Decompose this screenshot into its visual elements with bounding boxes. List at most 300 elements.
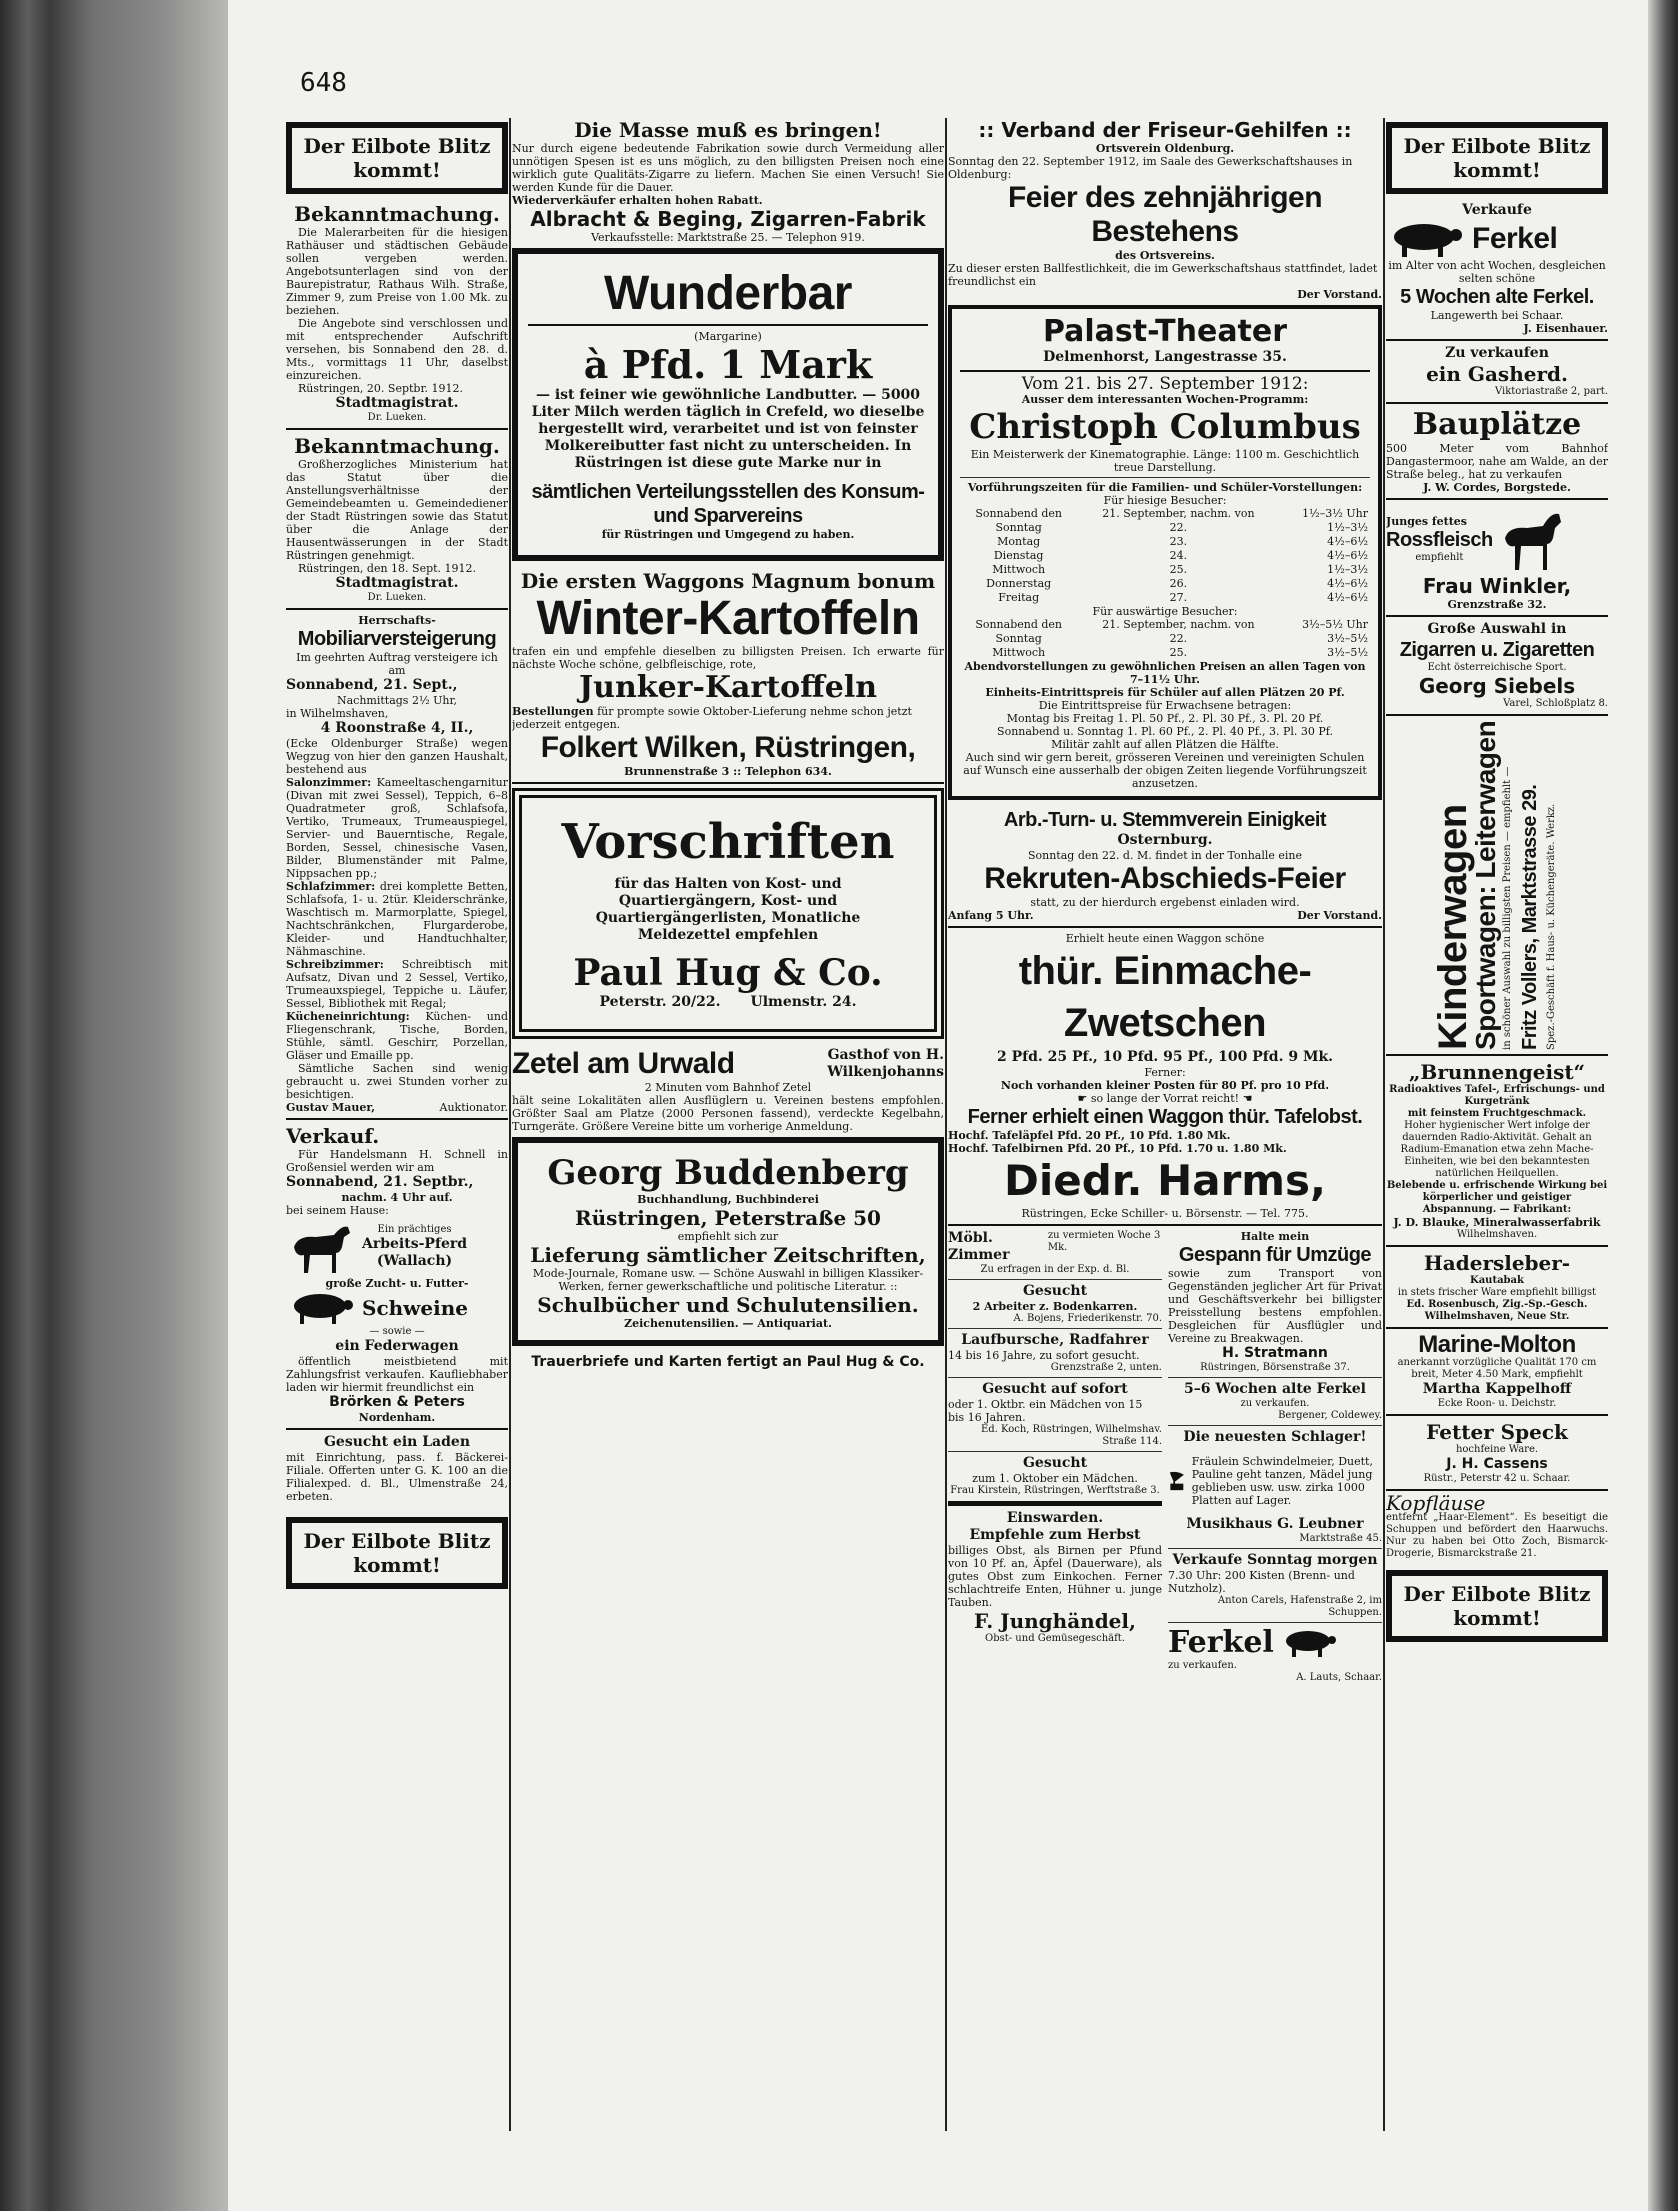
masse-title: Die Masse muß es bringen! — [574, 118, 882, 142]
program-row — [960, 549, 1370, 563]
ges3-title: Gesucht — [1022, 1455, 1088, 1471]
zig-title: Zigarren u. Zigaretten — [1399, 639, 1595, 661]
ges1-body: 2 Arbeiter z. Bodenkarren. — [972, 1300, 1138, 1313]
ges2-body: oder 1. Oktbr. ein Mädchen von 15 bis 16 Jahren. — [948, 1398, 1143, 1424]
ross-addr: Grenzstraße 32. — [1447, 598, 1547, 611]
halte-addr: Rüstringen, Börsenstraße 37. — [1200, 1362, 1350, 1373]
mobl-header — [948, 1230, 1162, 1264]
mobl-right: zu vermieten Woche 3 Mk. — [1047, 1230, 1161, 1253]
verk-title: Verkauf. — [286, 1124, 380, 1148]
mob-item — [286, 1010, 508, 1062]
program-cell: 3½–5½ — [1327, 646, 1368, 659]
haar-script: Kopfläuse — [1386, 1491, 1486, 1515]
program-cell: 4½–6½ — [1327, 591, 1368, 604]
bau-title: Bauplätze — [1412, 407, 1582, 442]
mob-item-head: Schlafzimmer: — [286, 880, 376, 893]
mob-addr: 4 Roonstraße 4, II., — [320, 720, 474, 736]
verk-time: nachm. 4 Uhr auf. — [341, 1191, 453, 1204]
ges1-sig: A. Bojens, Friederikenstr. 70. — [1013, 1313, 1162, 1324]
horse-icon — [1499, 504, 1569, 574]
gramophone-icon — [1168, 1446, 1186, 1516]
ferk-sig: J. Eisenhauer. — [1523, 322, 1608, 335]
bud-lief: Lieferung sämtlicher Zeitschriften, — [530, 1243, 926, 1267]
haar-body: entfernt „Haar-Element“. Es beseitigt die Schuppen und befördert den Haarwuchs. Nur zu haben bei Otto Zoch, Bismarck-Drogerie, Bismarckstraße 21. — [1386, 1512, 1608, 1559]
divider — [1386, 714, 1608, 716]
bud-title: Georg Buddenberg — [547, 1153, 909, 1193]
pointing-hand-icon: ☚ — [1239, 1092, 1253, 1105]
kart-addr: Brunnenstraße 3 :: Telephon 634. — [624, 765, 832, 778]
bud-sub: Buchhandlung, Buchbinderei — [637, 1193, 819, 1206]
divider — [948, 926, 1382, 928]
ferk-pre: Verkaufe — [1462, 202, 1532, 218]
divider — [1168, 1548, 1382, 1549]
program-cell: Sonnabend den — [975, 618, 1063, 631]
program-table-visitors — [960, 618, 1370, 660]
pal-erw: Die Eintrittspreise für Erwachsene betragen: — [1038, 699, 1292, 712]
mob-item — [286, 958, 508, 1010]
ges3-sig: Frau Kirstein, Rüstringen, Werftstraße 3. — [950, 1485, 1160, 1496]
wund-foot: für Rüstringen und Umgegend zu haben. — [601, 528, 855, 541]
eilbote-ad-top — [286, 122, 508, 194]
pal-foot: Auch sind wir gern bereit, grösseren Vereinen und vereinigten Schulen auf Wunsch eine ausserhalb der obigen Zeiten liegende Vorführungszeit anzusetzen. — [963, 751, 1367, 790]
pal-dates: Vom 21. bis 27. September 1912: — [1021, 374, 1309, 394]
zw-vorrat-text: so lange der Vorrat reicht! — [1090, 1092, 1240, 1105]
pointing-hand-icon: ☛ — [1077, 1092, 1091, 1105]
divider — [286, 608, 508, 610]
mar-addr: Ecke Roon- u. Deichstr. — [1437, 1398, 1557, 1409]
pig-icon — [1386, 219, 1466, 259]
program-row — [960, 577, 1370, 591]
zetel-sub: 2 Minuten vom Bahnhof Zetel — [644, 1081, 812, 1094]
ferk2-sub: zu verkaufen. — [1240, 1398, 1310, 1409]
bek1-title: Bekanntmachung. — [294, 202, 500, 226]
spk-sub: hochfeine Ware. — [1455, 1444, 1539, 1455]
zetel-body: hält seine Lokalitäten allen Ausflüglern u. Vereinen bestens empfohlen. Größter Saal am Platze (2000 Personen fassend), verdeckte Kegelbahn, Turngeräte. Größere Vereine bitte um vorherige Anmeldung. — [512, 1094, 944, 1133]
vor-addr-right: Ulmenstr. 24. — [750, 994, 857, 1010]
program-cell: 21. September, nachm. von — [1102, 507, 1255, 520]
sonnt-body: 7.30 Uhr: 200 Kisten (Brenn- und Nutzholz). — [1168, 1569, 1355, 1595]
sonnt-title: Verkaufe Sonntag morgen — [1172, 1552, 1378, 1568]
program-cell: Donnerstag — [986, 577, 1052, 590]
mob-signature — [286, 1101, 508, 1114]
ross-emp: empfiehlt — [1415, 551, 1464, 563]
ross-text — [1386, 515, 1493, 564]
ferkel-small-ad — [1168, 1626, 1382, 1660]
ges2-title: Gesucht auf sofort — [982, 1381, 1128, 1397]
zw-t2: Hochf. Tafelbirnen Pfd. 20 Pf., 10 Pfd. 1.70 u. 1.80 Mk. — [948, 1142, 1287, 1155]
verk-sig: Brörken & Peters — [329, 1394, 465, 1410]
horse-text — [362, 1224, 467, 1270]
had-title: Hadersleber- — [1423, 1251, 1571, 1275]
fris-feier2: des Ortsvereins. — [1115, 249, 1215, 262]
divider — [286, 428, 508, 430]
auctioneer-name: Gustav Mauer, — [286, 1101, 376, 1114]
vor-firm: Paul Hug & Co. — [573, 952, 883, 994]
column-2 — [512, 118, 944, 2131]
turn-start: Anfang 5 Uhr. — [948, 909, 1034, 922]
herbst-body: billiges Obst, als Birnen per Pfund von 10 Pf. an, Äpfel (Dauerware), als gutes Obst zum Einkochen. Ferner schlachtreife Enten, Hühner u. junge Tauben. — [948, 1544, 1162, 1609]
mobl-sub: Zu erfragen in der Exp. d. Bl. — [980, 1264, 1130, 1275]
program-cell: 22. — [1169, 521, 1188, 534]
fris-feier: Feier des zehnjährigen Bestehens — [1007, 181, 1323, 248]
bau-sig: J. W. Cordes, Borgstede. — [1423, 481, 1571, 494]
pig-pre: große Zucht- u. Futter- — [325, 1277, 469, 1290]
kart-best-text: für prompte sowie Oktober-Lieferung nehme schon jetzt jederzeit entgegen. — [512, 705, 912, 731]
spk-firm: J. H. Cassens — [1446, 1456, 1548, 1472]
turn-city: Osternburg. — [1117, 832, 1213, 848]
program-row — [960, 618, 1370, 632]
mob-item-text: Küchen- und Fliegenschrank, Tische, Borden, Stühle, sämtl. Geschirr, Porzellan, Gläser und Emaille pp. — [286, 1010, 508, 1062]
kw-spec: Spez.-Geschäft f. Haus- u. Küchengeräte. Werkz. — [1546, 803, 1557, 1050]
ferk-place: Langewerth bei Schaar. — [1430, 309, 1564, 322]
program-cell: Freitag — [998, 591, 1040, 604]
divider — [1386, 339, 1608, 341]
halte-title: Halte mein — [1240, 1230, 1310, 1243]
wund-price: à Pfd. 1 Mark — [583, 342, 873, 387]
masse-firm: Albracht & Beging, Zigarren-Fabrik — [530, 207, 926, 231]
zig-pre: Große Auswahl in — [1427, 621, 1567, 637]
ferk2-title: 5–6 Wochen alte Ferkel — [1184, 1381, 1366, 1397]
program-row — [960, 591, 1370, 605]
gas-addr: Viktoriastraße 2, part. — [1494, 386, 1608, 397]
fris-title: :: Verband der Friseur-Gehilfen :: — [978, 118, 1352, 142]
divider — [286, 1428, 508, 1430]
brun-bel: Belebende u. erfrischende Wirkung bei körperlicher und geistiger Abspannung. — Fabrikant: — [1386, 1180, 1608, 1215]
ferk-title: Ferkel — [1472, 222, 1558, 255]
turn-sig: Der Vorstand. — [1297, 909, 1382, 922]
program-cell: 1½–3½ Uhr — [1302, 507, 1368, 520]
zetel-title: Zetel am Urwald — [512, 1047, 735, 1080]
column-rule — [1383, 118, 1385, 2131]
kart-head: Die ersten Waggons Magnum bonum — [520, 569, 936, 593]
program-cell: Montag — [997, 535, 1041, 548]
bek2-sig: Stadtmagistrat. — [335, 575, 459, 591]
verk-cond: öffentlich meistbietend mit Zahlungsfrist verkaufen. Kaufliebhaber laden wir hiermit freundlichst ein — [286, 1355, 508, 1394]
item-pre: Ein prächtiges — [377, 1224, 452, 1235]
program-row — [960, 521, 1370, 535]
divider — [1168, 1377, 1382, 1378]
ferk3-title: Ferkel — [1168, 1625, 1274, 1660]
mob-title: Mobiliarversteigerung — [297, 628, 497, 650]
column-rule — [509, 118, 511, 2131]
herbst-title: Empfehle zum Herbst — [969, 1527, 1141, 1543]
small-ads-row — [948, 1230, 1382, 1684]
divider — [960, 477, 1370, 478]
page-number: 648 — [300, 68, 347, 98]
auctioneer-role: Auktionator. — [439, 1101, 508, 1114]
divider — [1168, 1622, 1382, 1623]
mob-item-text: Schreibtisch mit Aufsatz, Divan und 2 Sessel, Vertiko, Trumeauxspiegel, Teppiche u. Läufer, Sessel, Bibliothek mit Regal; — [286, 958, 508, 1010]
pal-ausw: Für auswärtige Besucher: — [1092, 605, 1238, 618]
program-cell: 1½–3½ — [1327, 563, 1368, 576]
halte-firm: H. Stratmann — [1222, 1345, 1328, 1361]
horse-icon — [286, 1217, 356, 1277]
mob-item-text: drei komplette Betten, Schlafsofa, 1- u. 2tür. Kleiderschränke, Waschtisch m. Marmorplatte, Spiegel, Nachtschränkchen, Flurgarderobe, Kleider- und Handtuchhalter, Nähmaschine. — [286, 880, 508, 958]
gas-pre: Zu verkaufen — [1445, 345, 1549, 361]
herbst-sub: Obst- und Gemüsegeschäft. — [985, 1633, 1125, 1644]
program-row — [960, 632, 1370, 646]
herbst-firm: F. Junghändel, — [974, 1609, 1136, 1633]
divider — [1386, 402, 1608, 404]
ferk3-sub: zu verkaufen. — [1168, 1660, 1237, 1671]
book-binding — [0, 0, 228, 2211]
ferk2-sig: Bergener, Coldewey. — [1278, 1410, 1382, 1421]
masse-rabatt: Wiederverkäufer erhalten hohen Rabatt. — [512, 194, 763, 207]
ferk-body: im Alter von acht Wochen, desgleichen selten schöne — [1388, 259, 1606, 285]
turn-title: Arb.-Turn- u. Stemmverein Einigkeit — [1003, 809, 1327, 831]
masse-body: Nur durch eigene bedeutende Fabrikation sowie durch Vermeidung aller unnötigen Spesen ist es uns möglich, zu den billigsten Preisen noch eine wirklich gute Qualitäts-Zigarre zu liefern. Machen Sie einen Versuch! Sie werden Kunde für die Dauer. — [512, 142, 944, 194]
bud-city: Rüstringen, Peterstraße 50 — [575, 1206, 881, 1230]
zig-sub: Echt österreichische Sport. — [1427, 662, 1567, 673]
schl-firm: Musikhaus G. Leubner — [1186, 1516, 1364, 1532]
mar-firm: Martha Kappelhoff — [1422, 1381, 1572, 1397]
divider — [948, 1377, 1162, 1378]
spk-addr: Rüstr., Peterstr 42 u. Schaar. — [1423, 1473, 1571, 1484]
pal-film: Christoph Columbus — [969, 407, 1361, 447]
bau-body: 500 Meter vom Bahnhof Dangastermoor, nahe am Walde, an der Straße beleg., hat zu verkaufen — [1386, 442, 1608, 481]
eilbote-line: kommt! — [353, 158, 441, 182]
mob-item-text: Kameeltaschengarnitur (Divan mit zwei Sessel), Teppich, 6–8 Quadratmeter groß, Schlafsofa, Vertiko, Trumeaux, Trumeauspiegel, Servier- und Bauerntische, Regale, Borden, Sessel, chinesische Vasen, Bilder, Blumenständer mit Palme, Nippsachen pp.; — [286, 776, 508, 880]
vor-addr-left: Peterstr. 20/22. — [599, 994, 721, 1010]
gas-title: ein Gasherd. — [1426, 362, 1568, 386]
mob-item — [286, 880, 508, 958]
divider — [1386, 1245, 1608, 1247]
eilbote-line: Der Eilbote Blitz — [1403, 134, 1591, 158]
zw-prices: 2 Pfd. 25 Pf., 10 Pfd. 95 Pf., 100 Pfd. 9 Mk. — [996, 1049, 1334, 1065]
item-name: Arbeits-Pferd — [362, 1236, 468, 1252]
divider — [1386, 615, 1608, 617]
program-row — [960, 646, 1370, 660]
turn-line: Sonntag den 22. d. M. findet in der Tonhalle eine — [1027, 849, 1303, 862]
pal-desc: Ein Meisterwerk der Kinematographie. Länge: 1100 m. Geschichtlich treue Darstellung. — [970, 448, 1360, 474]
eilbote-line: kommt! — [1453, 1606, 1541, 1630]
program-cell: 25. — [1169, 646, 1188, 659]
eilbote-ad-bottom-right — [1386, 1570, 1608, 1642]
program-cell: 4½–6½ — [1327, 535, 1368, 548]
zw-t1: Hochf. Tafeläpfel Pfd. 20 Pf., 10 Pfd. 1.80 Mk. — [948, 1129, 1231, 1142]
program-row — [960, 563, 1370, 577]
divider — [512, 782, 944, 784]
divider — [1386, 1327, 1608, 1329]
eilbote-line: Der Eilbote Blitz — [303, 1529, 491, 1553]
fris-body: Zu dieser ersten Ballfestlichkeit, die im Gewerkschaftshaus stattfindet, ladet freundlichst ein — [948, 262, 1378, 288]
program-cell: Sonntag — [995, 521, 1042, 534]
wund-body: — ist feiner wie gewöhnliche Landbutter. — 5000 Liter Milch werden täglich in Crefeld, wo dieselbe hergestellt wird, verarbeitet und ist von feinster Molkereibutter fast nicht zu unterscheiden. In Rüstringen ist diese gute Marke nur in — [531, 387, 925, 471]
divider — [286, 1118, 508, 1120]
zw-title: thür. Einmache-Zwetschen — [1018, 949, 1312, 1045]
bek2-title: Bekanntmachung. — [294, 434, 500, 458]
laden-body: mit Einrichtung, pass. f. Bäckerei-Filiale. Offerten unter G. K. 100 an die Filialexped. d. Bl., Ulmenstraße 24, erbeten. — [286, 1451, 508, 1503]
kart-best-label: Bestellungen — [512, 705, 594, 718]
pal-ausser: Ausser dem interessanten Wochen-Programm: — [1021, 393, 1309, 406]
program-cell: 4½–6½ — [1327, 577, 1368, 590]
zw-ferner: Ferner: — [1144, 1066, 1186, 1079]
small-ads-right — [1168, 1230, 1382, 1684]
mob-item-head: Salonzimmer: — [286, 776, 372, 789]
zig-addr: Varel, Schloßplatz 8. — [1503, 698, 1608, 709]
eilbote-ad-bottom — [286, 1517, 508, 1589]
lauf-body: 14 bis 16 Jahre, zu sofort gesucht. — [948, 1349, 1140, 1362]
column-3 — [948, 118, 1382, 2131]
fris-line: Sonntag den 22. September 1912, im Saale des Gewerkschaftshauses in Oldenburg: — [948, 155, 1353, 181]
fris-sig: Der Vorstand. — [1297, 288, 1382, 301]
pal-hies: Für hiesige Besucher: — [1103, 494, 1227, 507]
kw-firm: Fritz Vollers, Marktstrasse 29. — [1519, 784, 1541, 1050]
program-cell: Mittwoch — [992, 563, 1046, 576]
verk-place: bei seinem Hause: — [286, 1204, 389, 1217]
pal-p2: Sonnabend u. Sonntag 1. Pl. 60 Pf., 2. Pl. 40 Pf., 3. Pl. 30 Pf. — [997, 725, 1333, 738]
halte-big: Gespann für Umzüge — [1178, 1244, 1372, 1266]
zw-head: Erhielt heute einen Waggon schöne — [1065, 932, 1265, 945]
eilbote-line: Der Eilbote Blitz — [303, 134, 491, 158]
program-cell: 3½–5½ Uhr — [1302, 618, 1368, 631]
turn-feier: Rekruten-Abschieds-Feier — [984, 862, 1346, 895]
divider — [1386, 498, 1608, 500]
kw-sub: Sportwagen: Leiterwagen — [1470, 720, 1501, 1050]
divider — [1168, 1425, 1382, 1426]
ges3-body: zum 1. Oktober ein Mädchen. — [972, 1472, 1138, 1485]
zetel-right: Gasthof von H. Wilkenjohanns — [827, 1047, 944, 1080]
program-row — [960, 535, 1370, 549]
column-rule — [945, 118, 947, 2131]
pig-icon — [1280, 1628, 1340, 1658]
horse-ad — [286, 1217, 508, 1277]
bud-emp: empfiehlt sich zur — [677, 1230, 779, 1243]
program-cell: 23. — [1169, 535, 1188, 548]
kart-firm: Folkert Wilken, Rüstringen, — [540, 731, 916, 764]
bek1-body: Die Malerarbeiten für die hiesigen Rathäuser und städtischen Gebäude sollen vergeben werden. Angebotsunterlagen sind von der Baurepistratur, Rathaus Wilh. Straße, Zimmer 9, zum Preise von 1.00 Mk. zu beziehen. — [286, 226, 508, 317]
wund-where: sämtlichen Verteilungsstellen des Konsum- und Sparvereins — [531, 481, 925, 527]
divider — [948, 1328, 1162, 1329]
eilbote-line: kommt! — [1453, 158, 1541, 182]
ges2-sig: Ed. Koch, Rüstringen, Wilhelmshav. Straße 114. — [980, 1424, 1162, 1447]
mar-title: Marine-Molton — [1418, 1331, 1576, 1358]
pal-schuel: Einheits-Eintrittspreis für Schüler auf allen Plätzen 20 Pf. — [985, 686, 1345, 699]
mob-item — [286, 776, 508, 880]
ferkel-ad — [1386, 219, 1608, 259]
verk-date: Sonnabend, 21. Septbr., — [286, 1174, 474, 1190]
eilbote-line: Der Eilbote Blitz — [1403, 1582, 1591, 1606]
buddenberg-ad — [512, 1137, 944, 1346]
mob-pre: Herrschafts- — [358, 614, 436, 627]
item-pre: — sowie — — [369, 1326, 425, 1337]
kart-body: trafen ein und empfehle dieselben zu billigsten Preisen. Ich erwarte für nächste Woche schöne, gelbfleischige, rote, — [512, 645, 944, 671]
vor-body: für das Halten von Kost- und Quartiergängern, Kost- und Quartiergängerlisten, Monatliche Meldezettel empfehlen — [595, 876, 861, 943]
program-cell: 25. — [1169, 563, 1188, 576]
mob-item-head: Kücheneinrichtung: — [286, 1010, 410, 1023]
zetel-header — [512, 1047, 944, 1081]
item-name: Schweine — [362, 1296, 468, 1320]
verk-body: Für Handelsmann H. Schnell in Großensiel werden wir am — [286, 1148, 508, 1174]
program-cell: 27. — [1169, 591, 1188, 604]
divider — [948, 1501, 1162, 1506]
zw-addr: Rüstringen, Ecke Schiller- u. Börsenstr. — Tel. 775. — [1021, 1207, 1309, 1220]
bek2-sig2: Dr. Lueken. — [367, 592, 427, 603]
zig-firm: Georg Siebels — [1418, 674, 1576, 698]
pig-icon — [286, 1290, 356, 1326]
small-ads-left — [948, 1230, 1162, 1684]
bud-school: Schulbücher und Schulutensilien. — [537, 1293, 919, 1317]
eilbote-ad-top-right — [1386, 122, 1608, 194]
program-cell: 24. — [1169, 549, 1188, 562]
pig-ad — [286, 1290, 508, 1326]
kw-mid: in schöner Auswahl zu billigsten Preisen — empfiehlt — — [1502, 766, 1513, 1050]
divider — [948, 1451, 1162, 1452]
bek1-body2: Die Angebote sind verschlossen und mit entsprechender Aufschrift versehen, bis Sonnabend den 28. d. Mts., vormittags 11 Uhr, daselbst einzureichen. — [286, 317, 508, 382]
divider — [960, 370, 1370, 372]
rossfleisch-ad — [1386, 504, 1608, 574]
mob-date: Sonnabend, 21. Sept., — [286, 677, 458, 693]
bud-foot: Zeichenutensilien. — Antiquariat. — [624, 1317, 832, 1330]
program-cell: Dienstag — [993, 549, 1044, 562]
spk-title: Fetter Speck — [1426, 1420, 1568, 1444]
schl-title: Die neuesten Schlager! — [1183, 1429, 1367, 1445]
ross-title: Rossfleisch — [1386, 528, 1493, 551]
program-cell: 3½–5½ — [1327, 632, 1368, 645]
item-name: ein Federwagen — [335, 1338, 459, 1354]
column-1 — [286, 118, 508, 2131]
zw-posten: Noch vorhanden kleiner Posten für 80 Pf. pro 10 Pfd. — [1000, 1079, 1330, 1092]
mobl-title: Möbl. Zimmer — [948, 1230, 1010, 1263]
had-sub: Kautabak — [1470, 1275, 1524, 1286]
program-cell: 1½–3½ — [1327, 521, 1368, 534]
pal-addr: Delmenhorst, Langestrasse 35. — [1043, 349, 1287, 365]
lauf-title: Laufbursche, Radfahrer — [961, 1332, 1149, 1348]
halte-body: sowie zum Transport von Gegenständen jeglicher Art für Privat und Geschäftsverkehr bei billigster Preisstellung bestens empfohlen. Desgleichen für Ausflügler und Vereine zu Breakwagen. — [1168, 1267, 1382, 1345]
divider — [1386, 1054, 1608, 1056]
program-cell: 26. — [1169, 577, 1188, 590]
kart-best — [512, 705, 944, 731]
mar-body: anerkannt vorzügliche Qualität 170 cm breit, Meter 4.50 Mark, empfiehlt — [1397, 1357, 1597, 1380]
mob-place: in Wilhelmshaven, — [286, 707, 389, 720]
kinderwagen-ad — [1386, 720, 1608, 1050]
kart-junker: Junker-Kartoffeln — [578, 670, 878, 705]
bek1-date: Rüstringen, 20. Septbr. 1912. — [298, 382, 463, 395]
ross-firm: Frau Winkler, — [1422, 574, 1572, 598]
wunderbar-ad — [512, 248, 944, 561]
laden-title: Gesucht ein Laden — [323, 1434, 471, 1450]
masse-addr: Verkaufsstelle: Marktstraße 25. — Telephon 919. — [591, 231, 865, 244]
program-cell: 21. September, nachm. von — [1102, 618, 1255, 631]
program-row — [960, 507, 1370, 521]
pal-abend: Abendvorstellungen zu gewöhnlichen Preisen an allen Tagen von 7–11½ Uhr. — [964, 660, 1366, 686]
verk-sig2: Nordenham. — [358, 1411, 436, 1424]
pal-title: Palast-Theater — [1042, 314, 1288, 349]
kart-title: Winter-Kartoffeln — [536, 592, 920, 645]
eins-title: Einswarden. — [1006, 1510, 1104, 1526]
lauf-addr: Grenzstraße 2, unten. — [1050, 1362, 1162, 1373]
bud-body: Mode-Journale, Romane usw. — Schöne Auswahl in billigen Klassiker-Werken, ferner gewerkschaftliche und politische Literatur. :: — [532, 1267, 924, 1293]
pal-mil: Militär zahlt auf allen Plätzen die Hälfte. — [1051, 738, 1279, 751]
zw-vorrat — [948, 1092, 1382, 1105]
eilbote-line: kommt! — [353, 1553, 441, 1577]
pal-p1: Montag bis Freitag 1. Pl. 50 Pf., 2. Pl. 30 Pf., 3. Pl. 20 Pf. — [1006, 712, 1324, 725]
page-edge — [1648, 0, 1678, 2211]
bek2-body: Großherzogliches Ministerium hat das Statut über die Anstellungsverhältnisse der Gemeindebeamten u. Gemeindediener der Stadt Rüstringen sowie das Statut über die Anlage der Hausentwässerungen in der Stadt Rüstringen genehmigt. — [286, 458, 508, 562]
turn-foot — [948, 909, 1382, 922]
mob-intro: Im geehrten Auftrag versteigere ich am — [296, 651, 498, 677]
brun-mit: mit feinstem Fruchtgeschmack. — [1407, 1108, 1587, 1119]
brun-body: Hoher hygienischer Wert infolge der dauernden Radio-Aktivität. Gehalt an Radium-Emanation etwa zehn Mache-Einheiten, wie bei den bekanntesten natürlichen Heilquellen. — [1400, 1120, 1594, 1179]
brun-city: Wilhelmshaven. — [1456, 1229, 1538, 1240]
wund-title: Wunderbar — [604, 267, 852, 320]
ferk3-sig: A. Lauts, Schaar. — [1296, 1672, 1382, 1683]
program-cell: Mittwoch — [992, 646, 1046, 659]
brun-firm: J. D. Blauke, Mineralwasserfabrik — [1393, 1216, 1601, 1229]
vor-addr — [542, 994, 914, 1011]
column-4 — [1386, 118, 1608, 2131]
program-cell: Sonntag — [995, 632, 1042, 645]
